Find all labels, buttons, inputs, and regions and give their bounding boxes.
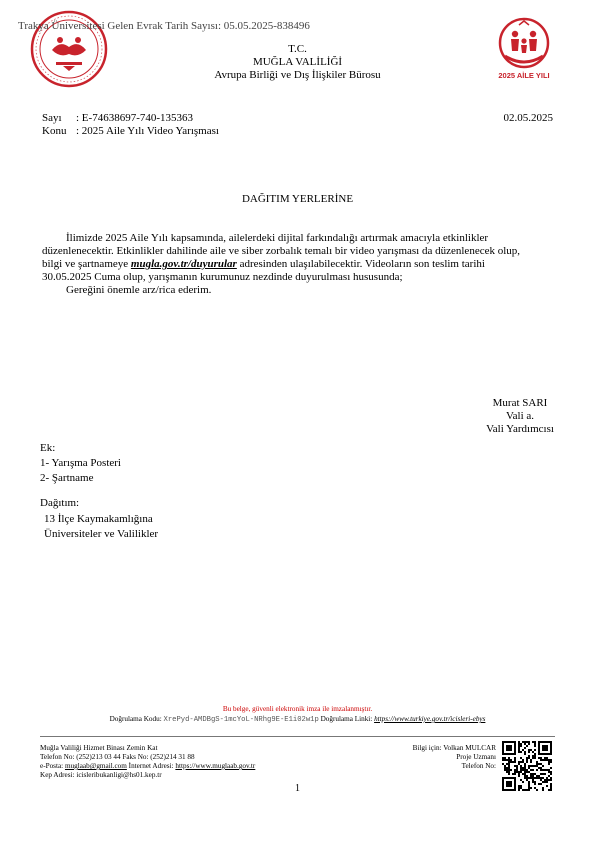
subject-label: Konu	[42, 125, 67, 137]
verification-link[interactable]: https://www.turkiye.gov.tr/icisleri-ebys	[374, 715, 486, 723]
distribution-item: Üniversiteler ve Valilikler	[44, 528, 159, 540]
footer-kep: Kep Adresi: icisleribukanligi@hs01.kep.tr	[40, 771, 162, 779]
logo-caption: 2025 AİLE YILI	[498, 71, 550, 80]
officer-name: Bilgi için: Volkan MULCAR	[412, 744, 496, 752]
letterhead-line-1: T.C.	[288, 43, 307, 55]
footer-email-label: e-Posta:	[40, 762, 65, 770]
addressee: DAĞITIM YERLERİNE	[241, 193, 354, 205]
attachments-label: Ek:	[40, 442, 56, 454]
distribution-label: Dağıtım:	[40, 497, 80, 509]
document-number-value: : E-74638697-740-135363	[76, 112, 194, 124]
signer-name: Murat SARI	[492, 397, 548, 409]
letterhead-line-3: Avrupa Birliği ve Dış İlişkiler Bürosu	[214, 69, 381, 81]
document-number-label: Sayı	[42, 112, 62, 124]
letter-body	[42, 232, 557, 297]
letterhead-line-2: MUĞLA VALİLİĞİ	[252, 56, 343, 68]
body-line-3-start: bilgi ve şartnameye	[42, 258, 131, 270]
verification-row	[0, 715, 595, 725]
attachments	[40, 442, 121, 485]
body-line-2: düzenlenecektir. Etkinlikler dahilinde aile ve siber zorbalık temalı bir video yarışması da düzenlenecek olup,	[42, 245, 521, 257]
signer-title-2: Vali Yardımcısı	[486, 423, 554, 435]
subject-row	[42, 125, 219, 138]
incoming-document-stamp: Trakya Üniversitesi Gelen Evrak Tarih Sayısı: 05.05.2025-838496	[18, 20, 310, 32]
distribution	[40, 497, 158, 541]
signer-title-1: Vali a.	[505, 410, 535, 422]
verification-code-value: XrePyd-AMDBgS-1mcYoL-NRhg9E-E1i02w1p	[163, 716, 319, 724]
verification-link-label: Doğrulama Linki:	[320, 715, 373, 723]
signature-block	[470, 397, 570, 436]
footer-online	[40, 762, 360, 771]
footer-address: Muğla Valiliği Hizmet Binası Zemin Kat	[40, 744, 158, 752]
footer-web-label: İnternet Adresi:	[126, 762, 176, 770]
footer-contact	[40, 744, 360, 780]
esignature-notice: Bu belge, güvenli elektronik imza ile imzalanmıştır.	[222, 705, 373, 713]
footer-web-link[interactable]: https://www.muglaab.gov.tr	[175, 762, 256, 770]
family-year-logo	[491, 16, 557, 86]
body-line-3	[42, 258, 557, 271]
officer-title: Proje Uzmanı	[456, 753, 496, 761]
distribution-item: 13 İlçe Kaymakamlığına	[44, 513, 153, 525]
page-number: 1	[295, 783, 300, 794]
body-line-4: 30.05.2025 Cuma olup, yarışmanın kurumunuz nezdinde duyurulması hususunda;	[42, 271, 403, 283]
body-line-1: İlimizde 2025 Aile Yılı kapsamında, ailelerdeki dijital farkındalığı artırmak amacıyla etkinlikler	[66, 232, 489, 244]
verification-code-label: Doğrulama Kodu:	[109, 715, 162, 723]
letterhead	[170, 43, 425, 82]
attachment-item: 1- Yarışma Posteri	[40, 457, 121, 469]
footer-officer	[380, 744, 496, 771]
footer-email-link[interactable]: muglaab@gmail.com	[64, 762, 127, 770]
body-line-3-end: adresinden ulaşılabilecektir. Videoların son teslim tarihi	[236, 258, 485, 270]
body-line-5: Gereğini önemle arz/rica ederim.	[66, 284, 212, 296]
footer-phone: Telefon No: (252)213 03 44 Faks No: (252)214 31 88	[40, 753, 195, 761]
officer-phone: Telefon No:	[461, 762, 496, 770]
attachment-item: 2- Şartname	[40, 472, 94, 484]
footer-divider	[40, 736, 555, 737]
subject-value: : 2025 Aile Yılı Video Yarışması	[76, 125, 219, 137]
announcements-link[interactable]: mugla.gov.tr/duyurular	[130, 258, 237, 270]
document-number-row	[42, 112, 193, 125]
document-date: 02.05.2025	[503, 112, 553, 124]
